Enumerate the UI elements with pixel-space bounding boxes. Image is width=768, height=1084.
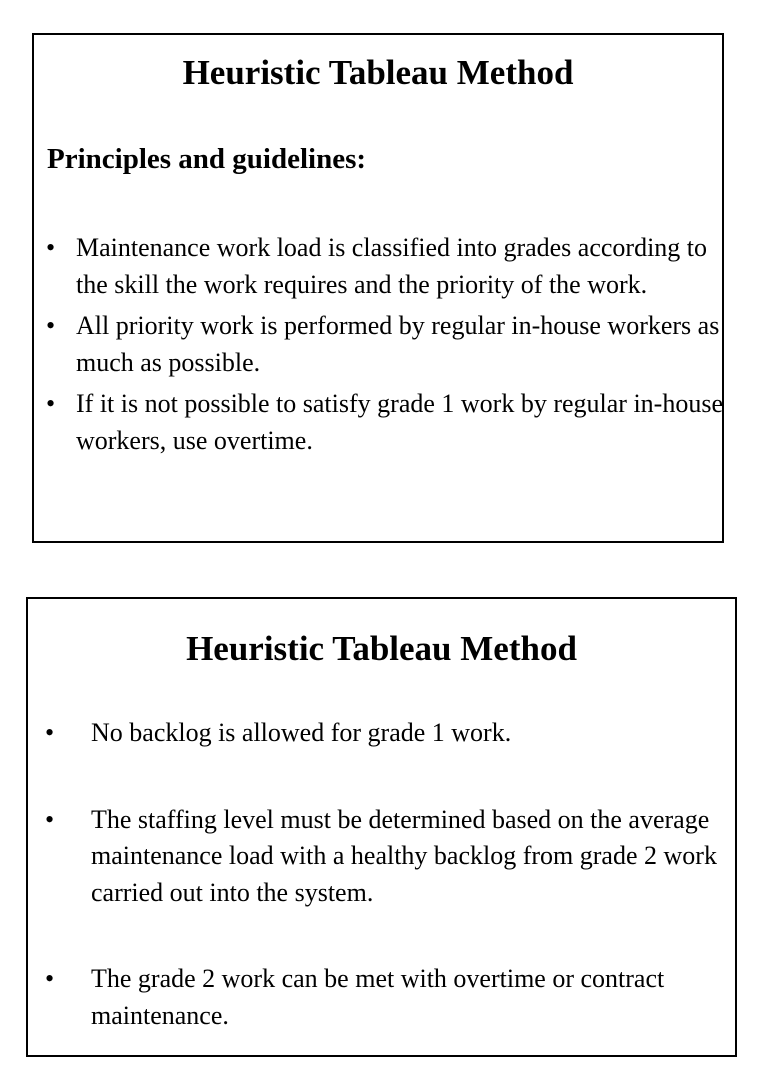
bullet-item xyxy=(45,230,723,303)
bullet-text: If it is not possible to satisfy grade 1 work by regular in-house workers, use overtime. xyxy=(76,389,723,455)
bullet-icon: • xyxy=(45,964,55,993)
bullet-list xyxy=(44,715,734,1084)
bullet-icon: • xyxy=(46,311,56,340)
slide-title: Heuristic Tableau Method xyxy=(182,53,574,92)
bullet-icon: • xyxy=(45,718,55,747)
bullet-icon: • xyxy=(45,804,55,834)
bullet-list xyxy=(45,230,723,464)
bullet-text: The staffing level must be determined based on the average maintenance load with a healthy backlog from grade 2 work carried out into the system. xyxy=(91,804,717,907)
bullet-text: All priority work is performed by regular in-house workers as much as possible. xyxy=(76,311,720,377)
slide-title: Heuristic Tableau Method xyxy=(186,629,577,668)
bullet-icon: • xyxy=(46,389,56,418)
bullet-text: The grade 2 work can be met with overtime or contract maintenance. xyxy=(91,964,665,1030)
bullet-item xyxy=(44,961,734,1034)
bullet-item xyxy=(44,715,734,752)
bullet-item xyxy=(45,308,723,381)
bullet-item xyxy=(44,802,734,912)
slide-backlog xyxy=(26,597,737,1057)
slide-principles xyxy=(32,33,724,543)
slide-subtitle: Principles and guidelines: xyxy=(47,143,367,175)
bullet-icon: • xyxy=(46,233,56,262)
bullet-text: No backlog is allowed for grade 1 work. xyxy=(91,718,512,747)
bullet-item xyxy=(45,386,723,459)
bullet-text: Maintenance work load is classified into grades according to the skill the work requires and the priority of the work. xyxy=(76,233,708,299)
